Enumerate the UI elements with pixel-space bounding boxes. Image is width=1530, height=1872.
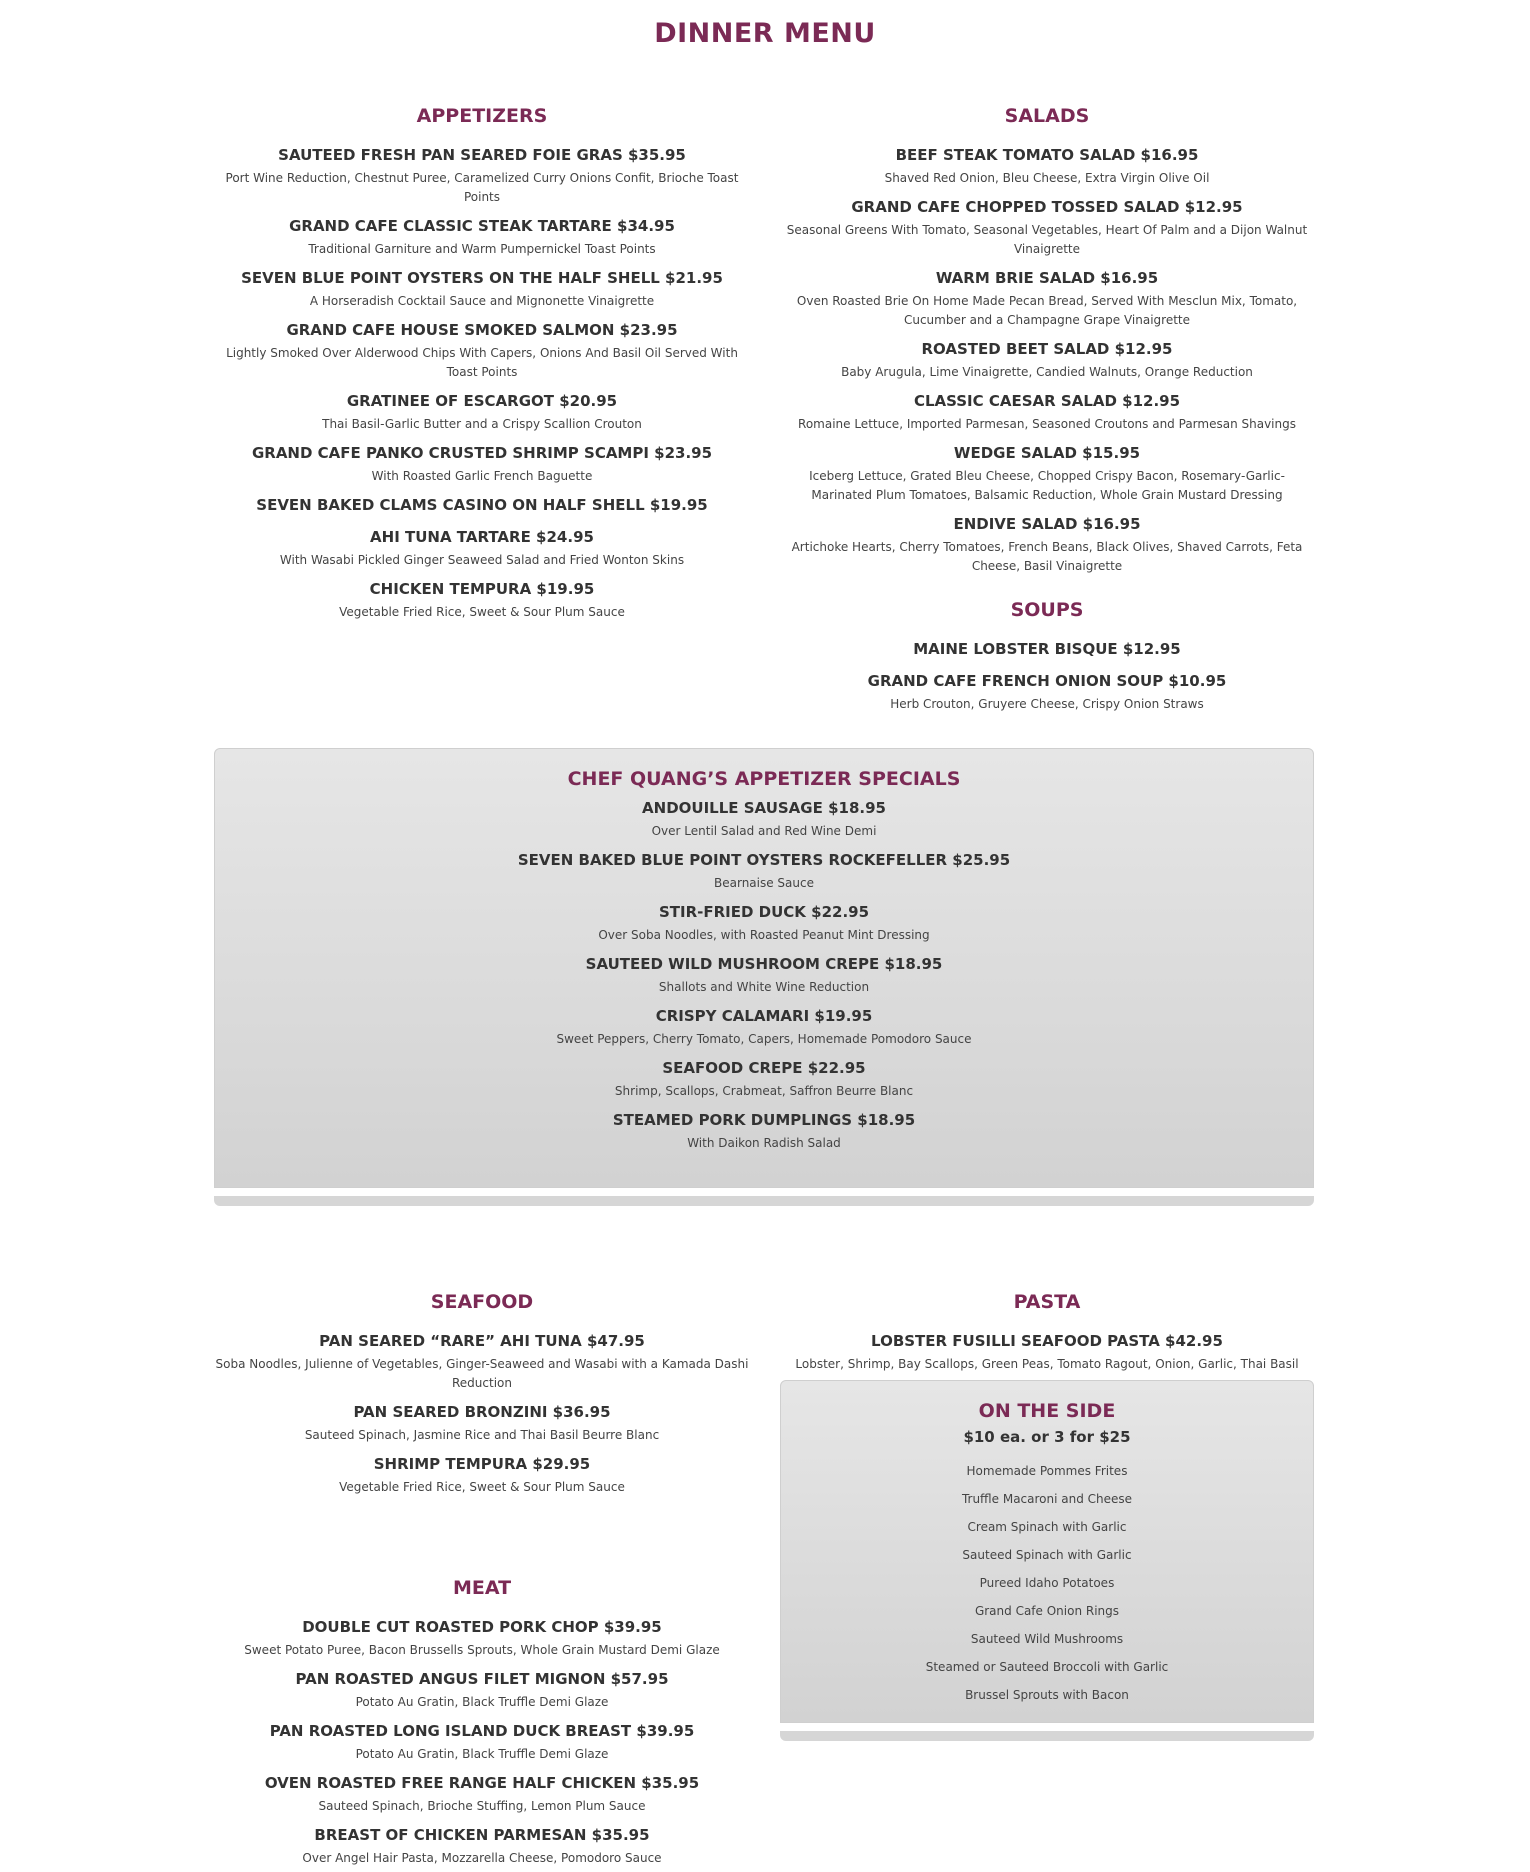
- menu-item: [214, 211, 750, 263]
- item-name: GRAND CAFE CHOPPED TOSSED SALAD $12.95: [851, 198, 1243, 216]
- section-title: CHEF QUANG’S APPETIZER SPECIALS: [567, 768, 961, 790]
- item-description: Thai Basil-Garlic Butter and a Crispy Scallion Crouton: [322, 417, 642, 431]
- item-name: MAINE LOBSTER BISQUE $12.95: [913, 640, 1181, 658]
- side-item: Homemade Pommes Frites: [966, 1464, 1128, 1478]
- menu-item: [780, 263, 1314, 334]
- item-description: Seasonal Greens With Tomato, Seasonal Vegetables, Heart Of Palm and a Dijon Walnut Vinaigrette: [786, 223, 1308, 256]
- item-name: PAN SEARED BRONZINI $36.95: [353, 1403, 611, 1421]
- specials-box-bottom-bar: [214, 1196, 1314, 1206]
- item-name: CLASSIC CAESAR SALAD $12.95: [913, 392, 1181, 410]
- item-name: SEVEN BAKED BLUE POINT OYSTERS ROCKEFELLER $25.95: [517, 851, 1011, 869]
- side-item: Cream Spinach with Garlic: [967, 1520, 1127, 1534]
- menu-item: [215, 845, 1313, 897]
- side-item: Sauteed Wild Mushrooms: [970, 1632, 1124, 1646]
- item-name: CHICKEN TEMPURA $19.95: [369, 580, 595, 598]
- item-name: SEVEN BLUE POINT OYSTERS ON THE HALF SHELL $21.95: [241, 269, 723, 287]
- item-description: A Horseradish Cocktail Sauce and Mignonette Vinaigrette: [309, 294, 655, 308]
- side-item: Grand Cafe Onion Rings: [974, 1604, 1120, 1618]
- item-name: GRAND CAFE HOUSE SMOKED SALMON $23.95: [286, 321, 678, 339]
- menu-item: [214, 522, 750, 574]
- item-name: PAN ROASTED LONG ISLAND DUCK BREAST $39.95: [269, 1722, 695, 1740]
- salads-section: [780, 100, 1314, 718]
- side-item: Brussel Sprouts with Bacon: [965, 1688, 1129, 1702]
- item-description: Bearnaise Sauce: [714, 876, 814, 890]
- menu-item: [215, 1001, 1313, 1053]
- item-name: SAUTEED WILD MUSHROOM CREPE $18.95: [585, 955, 943, 973]
- menu-item: [215, 1053, 1313, 1105]
- item-name: GRAND CAFE FRENCH ONION SOUP $10.95: [867, 672, 1227, 690]
- item-description: Romaine Lettuce, Imported Parmesan, Seasoned Croutons and Parmesan Shavings: [798, 417, 1296, 431]
- menu-item: [214, 1768, 750, 1820]
- item-description: Potato Au Gratin, Black Truffle Demi Glaze: [355, 1695, 609, 1709]
- item-description: Shallots and White Wine Reduction: [658, 980, 870, 994]
- item-description: Lobster, Shrimp, Bay Scallops, Green Peas, Tomato Ragout, Onion, Garlic, Thai Basil: [795, 1357, 1299, 1371]
- item-description: Sweet Potato Puree, Bacon Brussells Sprouts, Whole Grain Mustard Demi Glaze: [244, 1643, 720, 1657]
- side-item: Truffle Macaroni and Cheese: [961, 1492, 1133, 1506]
- section-title: SEAFOOD: [430, 1291, 534, 1313]
- item-description: Over Soba Noodles, with Roasted Peanut Mint Dressing: [598, 928, 930, 942]
- item-description: Over Lentil Salad and Red Wine Demi: [651, 824, 877, 838]
- item-name: PAN SEARED “RARE” AHI TUNA $47.95: [319, 1332, 645, 1350]
- side-item: Steamed or Sauteed Broccoli with Garlic: [925, 1660, 1169, 1674]
- menu-item: [214, 1612, 750, 1664]
- item-name: STIR-FRIED DUCK $22.95: [658, 903, 870, 921]
- side-item: Pureed Idaho Potatoes: [979, 1576, 1115, 1590]
- on-the-side-box: [780, 1380, 1314, 1723]
- item-name: WARM BRIE SALAD $16.95: [935, 269, 1159, 287]
- item-description: Sweet Peppers, Cherry Tomato, Capers, Homemade Pomodoro Sauce: [556, 1032, 972, 1046]
- item-description: With Daikon Radish Salad: [687, 1136, 841, 1150]
- meat-section: [214, 1572, 750, 1872]
- item-description: With Wasabi Pickled Ginger Seaweed Salad and Fried Wonton Skins: [279, 553, 685, 567]
- item-name: WEDGE SALAD $15.95: [953, 444, 1141, 462]
- menu-item: [780, 1326, 1314, 1378]
- item-name: SEAFOOD CREPE $22.95: [662, 1059, 866, 1077]
- menu-item: [214, 574, 750, 626]
- item-name: ANDOUILLE SAUSAGE $18.95: [642, 799, 886, 817]
- pasta-section: [780, 1286, 1314, 1378]
- item-name: AHI TUNA TARTARE $24.95: [370, 528, 594, 546]
- menu-item: [780, 140, 1314, 192]
- section-title: PASTA: [1013, 1291, 1081, 1313]
- menu-item: [780, 334, 1314, 386]
- menu-item: [214, 386, 750, 438]
- side-box-bottom-bar: [780, 1731, 1314, 1741]
- menu-item: [214, 315, 750, 386]
- menu-item: [214, 490, 750, 522]
- menu-item: [214, 1664, 750, 1716]
- item-description: Shaved Red Onion, Bleu Cheese, Extra Virgin Olive Oil: [884, 171, 1210, 185]
- menu-item: [214, 1397, 750, 1449]
- menu-item: [214, 263, 750, 315]
- seafood-section: [214, 1286, 750, 1501]
- menu-item: [780, 386, 1314, 438]
- section-title: MEAT: [452, 1577, 512, 1599]
- specials-box: [214, 748, 1314, 1188]
- item-name: SEVEN BAKED CLAMS CASINO ON HALF SHELL $19.95: [256, 496, 708, 514]
- menu-item: [214, 1820, 750, 1872]
- item-description: Vegetable Fried Rice, Sweet & Sour Plum Sauce: [339, 605, 625, 619]
- menu-item: [780, 509, 1314, 580]
- item-name: GRATINEE OF ESCARGOT $20.95: [346, 392, 618, 410]
- item-description: Herb Crouton, Gruyere Cheese, Crispy Onion Straws: [890, 697, 1204, 711]
- side-item: Sauteed Spinach with Garlic: [962, 1548, 1132, 1562]
- item-description: Iceberg Lettuce, Grated Bleu Cheese, Chopped Crispy Bacon, Rosemary-Garlic-Marinated Plum Tomatoes, Balsamic Reduction, Whole Grain Mustard Dressing: [809, 469, 1285, 502]
- item-description: Sauteed Spinach, Jasmine Rice and Thai Basil Beurre Blanc: [304, 1428, 660, 1442]
- item-name: DOUBLE CUT ROASTED PORK CHOP $39.95: [302, 1618, 662, 1636]
- section-title: SALADS: [1004, 105, 1090, 127]
- item-description: With Roasted Garlic French Baguette: [371, 469, 593, 483]
- item-description: Lightly Smoked Over Alderwood Chips With Capers, Onions And Basil Oil Served With Toast Points: [226, 346, 738, 379]
- item-name: PAN ROASTED ANGUS FILET MIGNON $57.95: [295, 1670, 669, 1688]
- item-description: Sauteed Spinach, Brioche Stuffing, Lemon Plum Sauce: [318, 1799, 646, 1813]
- page-title: DINNER MENU: [654, 18, 876, 49]
- menu-item: [215, 793, 1313, 845]
- item-name: GRAND CAFE CLASSIC STEAK TARTARE $34.95: [289, 217, 675, 235]
- item-description: Baby Arugula, Lime Vinaigrette, Candied Walnuts, Orange Reduction: [841, 365, 1253, 379]
- item-description: Traditional Garniture and Warm Pumpernickel Toast Points: [308, 242, 656, 256]
- section-title: ON THE SIDE: [978, 1400, 1116, 1422]
- menu-item: [780, 634, 1314, 666]
- menu-item: [215, 1105, 1313, 1157]
- menu-item: [780, 666, 1314, 718]
- soups-title: SOUPS: [1010, 599, 1084, 621]
- item-name: ENDIVE SALAD $16.95: [953, 515, 1141, 533]
- item-description: Vegetable Fried Rice, Sweet & Sour Plum Sauce: [339, 1480, 625, 1494]
- appetizers-section: [214, 100, 750, 626]
- item-description: Potato Au Gratin, Black Truffle Demi Glaze: [355, 1747, 609, 1761]
- item-name: BREAST OF CHICKEN PARMESAN $35.95: [314, 1826, 650, 1844]
- item-name: STEAMED PORK DUMPLINGS $18.95: [612, 1111, 916, 1129]
- item-description: Shrimp, Scallops, Crabmeat, Saffron Beurre Blanc: [614, 1084, 914, 1098]
- item-name: ROASTED BEET SALAD $12.95: [921, 340, 1173, 358]
- menu-item: [214, 1716, 750, 1768]
- item-name: BEEF STEAK TOMATO SALAD $16.95: [895, 146, 1199, 164]
- section-title: APPETIZERS: [416, 105, 548, 127]
- menu-item: [214, 438, 750, 490]
- item-description: Over Angel Hair Pasta, Mozzarella Cheese, Pomodoro Sauce: [302, 1851, 662, 1865]
- item-name: SHRIMP TEMPURA $29.95: [373, 1455, 591, 1473]
- menu-item: [780, 438, 1314, 509]
- item-name: CRISPY CALAMARI $19.95: [655, 1007, 873, 1025]
- item-description: Artichoke Hearts, Cherry Tomatoes, French Beans, Black Olives, Shaved Carrots, Feta Cheese, Basil Vinaigrette: [791, 540, 1303, 573]
- item-name: GRAND CAFE PANKO CRUSTED SHRIMP SCAMPI $23.95: [251, 444, 713, 462]
- menu-item: [215, 949, 1313, 1001]
- item-name: LOBSTER FUSILLI SEAFOOD PASTA $42.95: [871, 1332, 1223, 1350]
- item-description: Soba Noodles, Julienne of Vegetables, Ginger-Seaweed and Wasabi with a Kamada Dashi Reduction: [215, 1357, 749, 1390]
- menu-item: [214, 1449, 750, 1501]
- item-description: Port Wine Reduction, Chestnut Puree, Caramelized Curry Onions Confit, Brioche Toast Points: [225, 171, 739, 204]
- menu-item: [214, 1326, 750, 1397]
- side-price: $10 ea. or 3 for $25: [963, 1428, 1131, 1446]
- item-name: OVEN ROASTED FREE RANGE HALF CHICKEN $35.95: [264, 1774, 700, 1792]
- menu-item: [215, 897, 1313, 949]
- menu-item: [214, 140, 750, 211]
- item-name: SAUTEED FRESH PAN SEARED FOIE GRAS $35.95: [278, 146, 686, 164]
- item-description: Oven Roasted Brie On Home Made Pecan Bread, Served With Mesclun Mix, Tomato, Cucumber and a Champagne Grape Vinaigrette: [796, 294, 1298, 327]
- menu-item: [780, 192, 1314, 263]
